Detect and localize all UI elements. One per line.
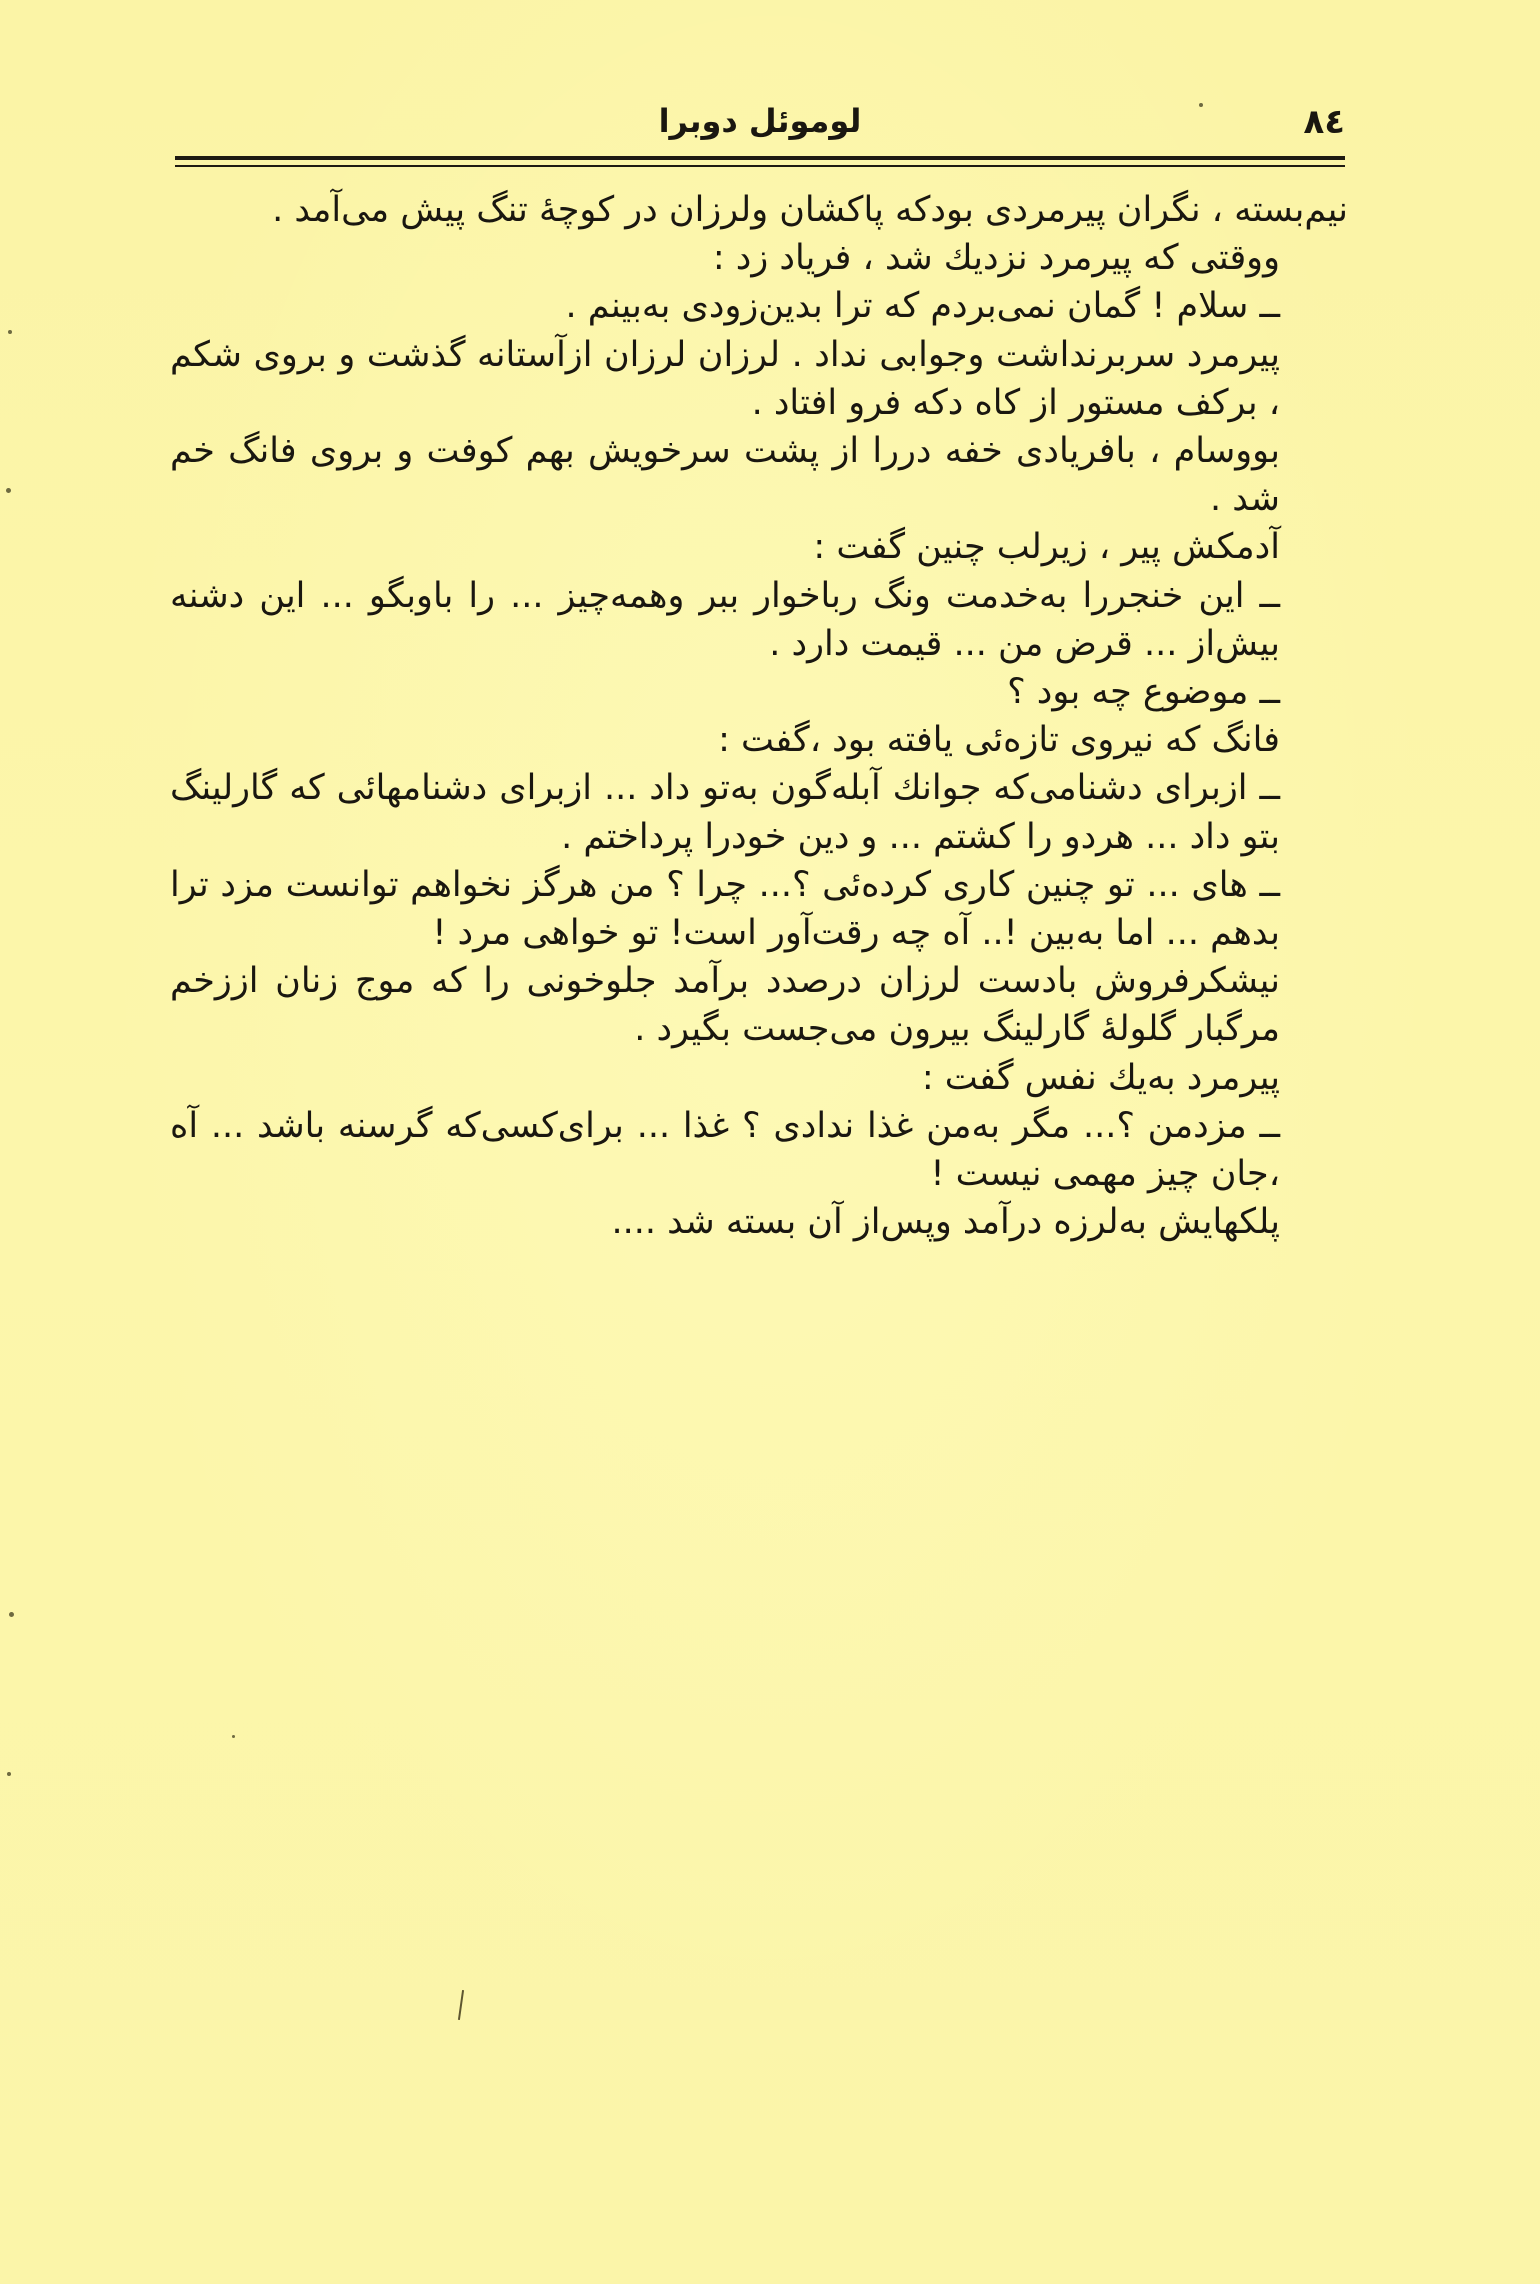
paragraph-1: نیم‌بسته ، نگران پیرمردی بودکه پاکشان ولرزان در کوچهٔ تنگ پیش می‌آمد . (272, 190, 1348, 230)
page-number: ۸٤ (1303, 102, 1345, 142)
paragraph-9: فانگ که نیروی تازه‌ئی یافته بود ،گفت : (718, 720, 1280, 761)
paragraph-10: ــ ازبرای دشنامی‌که جوانك آبله‌گون به‌تو داد ... ازبرای دشنامهائی که گارلینگ بتو داد ... هردو را کشتم ... و دین خودرا پرداختم . (170, 768, 1280, 857)
header-rule-thick (175, 156, 1345, 160)
body-text (170, 186, 1348, 1246)
paragraph-13: پیرمرد به‌یك نفس گفت : (921, 1057, 1280, 1098)
paper-scratch (458, 1990, 464, 2020)
header-rule-thin (175, 165, 1345, 167)
paragraph-6: آدمکش پیر ، زیرلب چنین گفت : (813, 527, 1280, 568)
paragraph-3: ــ سلام ! گمان نمی‌بردم که ترا بدین‌زودی به‌بینم . (565, 286, 1280, 327)
page-header (175, 100, 1345, 150)
paragraph-4: پیرمرد سربرنداشت وجوابی نداد . لرزان لرزان ازآستانه گذشت و بروی شکم ، برکف مستور از کاه دکه فرو افتاد . (170, 334, 1280, 423)
paragraph-7: ــ این خنجررا به‌خدمت ونگ رباخوار ببر وهمه‌چیز ... را باوبگو ... این دشنه بیش‌از ... قرض من ... قیمت دارد . (170, 575, 1280, 664)
running-title: لوموئل دوبرا (658, 102, 862, 140)
paragraph-15: پلکهایش به‌لرزه درآمد وپس‌از آن بسته شد .... (611, 1202, 1280, 1243)
paragraph-2: ووقتی که پیرمرد نزدیك شد ، فریاد زد : (712, 238, 1280, 279)
paragraph-11: ــ های ... تو چنین کاری کرده‌ئی ؟... چرا ؟ من هرگز نخواهم توانست مزد ترا بدهم ... اما به‌بین !.. آه چه رقت‌آور است! تو خواهی مرد ! (170, 864, 1280, 954)
paragraph-8: ــ موضوع چه بود ؟ (1007, 672, 1280, 713)
paper-speck (9, 1612, 14, 1617)
paper-speck (7, 1772, 11, 1776)
paper-speck (1199, 103, 1203, 107)
paper-speck (6, 488, 11, 493)
paper-speck (232, 1735, 235, 1738)
paragraph-5: بووسام ، بافریادی خفه دررا از پشت سرخویش بهم کوفت و بروی فانگ خم شد . (170, 431, 1280, 520)
paragraph-14: ــ مزدمن ؟... مگر به‌من غذا ندادی ؟ غذا ... برای‌کسی‌که گرسنه باشد ... آه ،جان چیز مهمی نیست ! (170, 1105, 1280, 1195)
paper-speck (8, 330, 12, 334)
paragraph-12: نیشکرفروش بادست لرزان درصدد برآمد جلوخونی را که موج زنان اززخم مرگبار گلولهٔ گارلینگ بیرون می‌جست بگیرد . (170, 961, 1280, 1050)
